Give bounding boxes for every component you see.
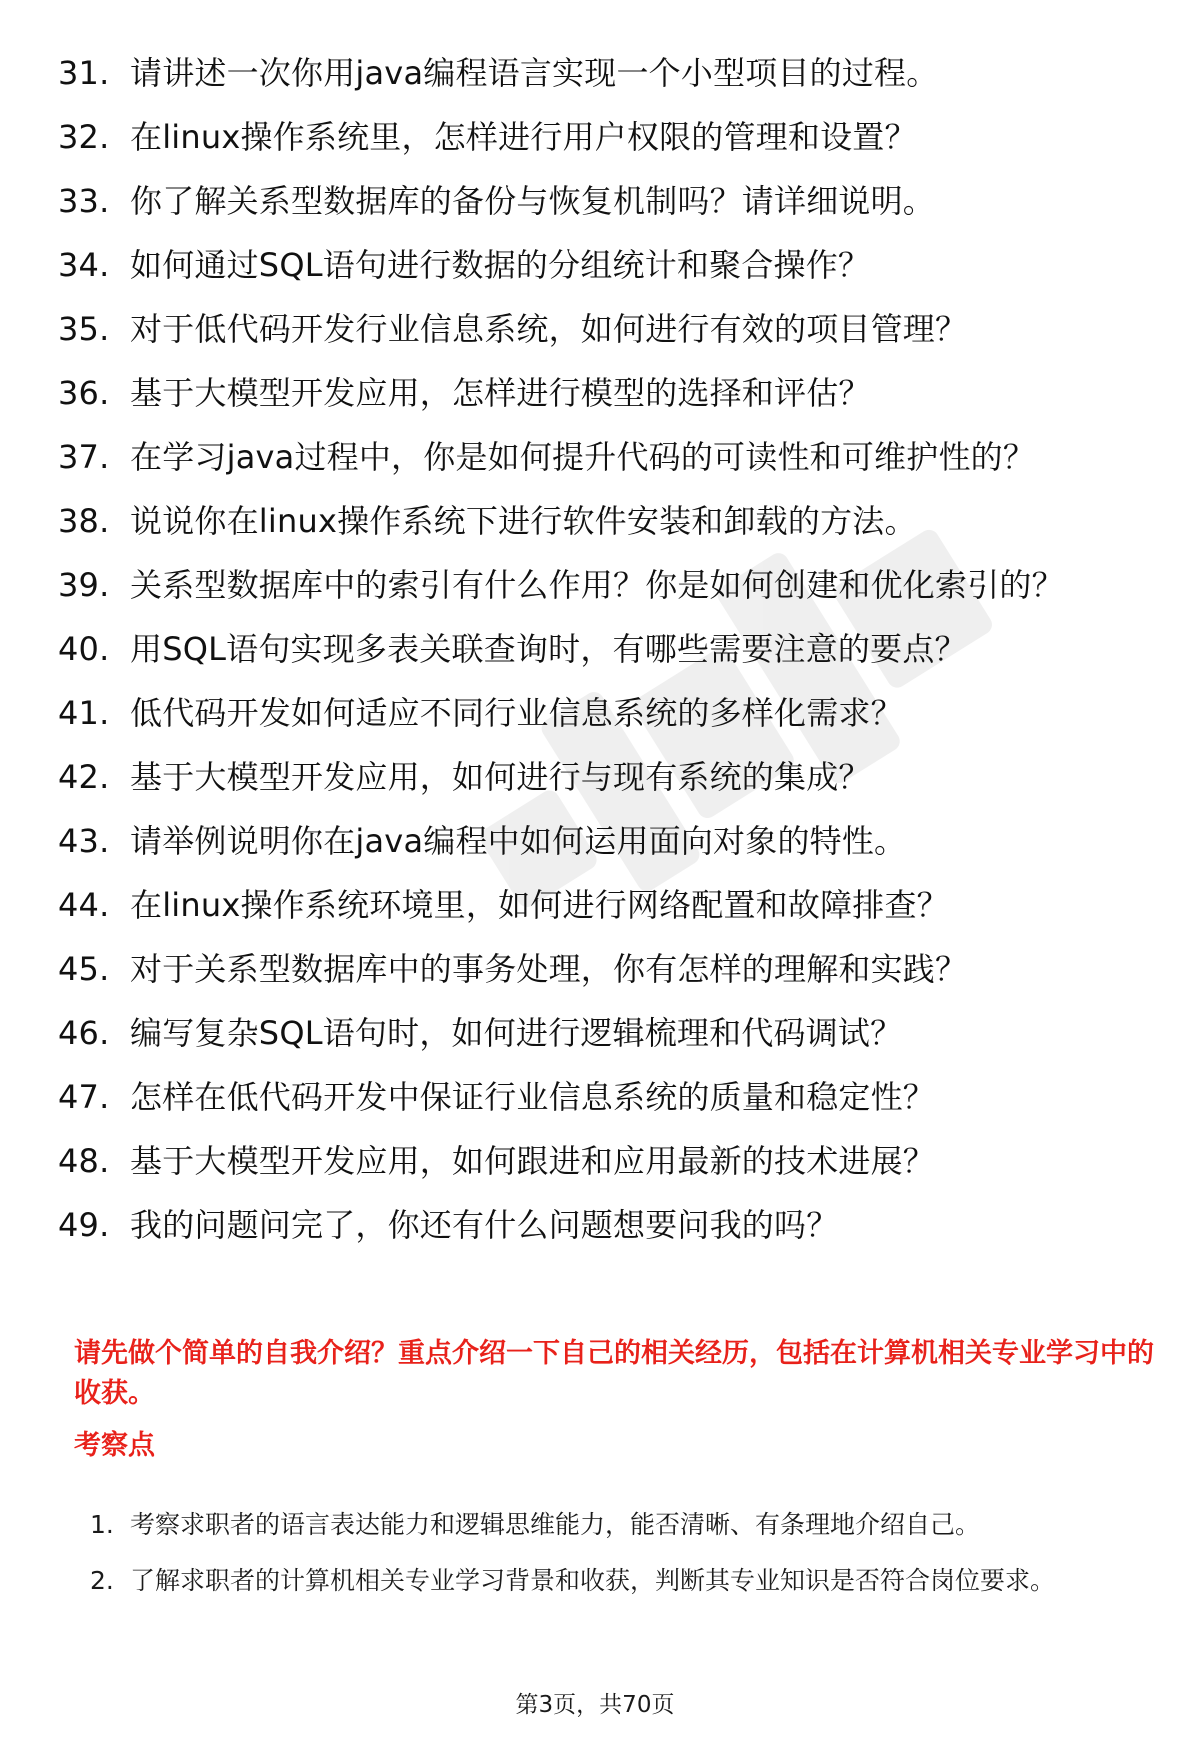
question-item — [58, 500, 1138, 543]
question-item — [58, 756, 1138, 799]
assessment-points-list — [90, 1497, 1150, 1609]
question-text: 基于大模型开发应用，怎样进行模型的选择和评估？ — [130, 374, 871, 412]
question-number: 46. — [58, 1014, 110, 1052]
point-text: 了解求职者的计算机相关专业学习背景和收获，判断其专业知识是否符合岗位要求。 — [130, 1566, 1056, 1595]
question-item — [58, 692, 1138, 735]
question-text: 用SQL语句实现多表关联查询时，有哪些需要注意的要点？ — [130, 630, 967, 668]
assessment-points-heading: 考察点 — [74, 1430, 155, 1461]
question-number: 41. — [58, 694, 110, 732]
question-item — [58, 1140, 1138, 1183]
question-item — [58, 564, 1138, 607]
point-number: 1. — [90, 1510, 114, 1539]
question-text: 请举例说明你在java编程中如何运用面向对象的特性。 — [130, 822, 907, 860]
question-number: 36. — [58, 374, 110, 412]
question-number: 40. — [58, 630, 110, 668]
assessment-point-item — [90, 1497, 1150, 1553]
question-text: 基于大模型开发应用，如何跟进和应用最新的技术进展？ — [130, 1142, 936, 1180]
question-text: 低代码开发如何适应不同行业信息系统的多样化需求？ — [130, 694, 903, 732]
question-number: 43. — [58, 822, 110, 860]
page-number-footer: 第3页，共70页 — [515, 1692, 675, 1718]
assessment-point-item — [90, 1553, 1150, 1609]
question-text: 关系型数据库中的索引有什么作用？你是如何创建和优化索引的？ — [130, 566, 1064, 604]
question-text: 如何通过SQL语句进行数据的分组统计和聚合操作？ — [130, 246, 871, 284]
question-text: 请讲述一次你用java编程语言实现一个小型项目的过程。 — [130, 54, 939, 92]
question-item — [58, 1204, 1138, 1247]
question-text: 我的问题问完了，你还有什么问题想要问我的吗？ — [130, 1206, 839, 1244]
question-item — [58, 116, 1138, 159]
question-item — [58, 244, 1138, 287]
question-number: 37. — [58, 438, 110, 476]
question-item — [58, 180, 1138, 223]
question-item — [58, 436, 1138, 479]
question-number: 34. — [58, 246, 110, 284]
question-item — [58, 1012, 1138, 1055]
question-number: 45. — [58, 950, 110, 988]
question-number: 32. — [58, 118, 110, 156]
question-text: 说说你在linux操作系统下进行软件安装和卸载的方法。 — [130, 502, 917, 540]
question-text: 基于大模型开发应用，如何进行与现有系统的集成？ — [130, 758, 871, 796]
question-text: 你了解关系型数据库的备份与恢复机制吗？请详细说明。 — [130, 182, 936, 220]
question-text: 在学习java过程中，你是如何提升代码的可读性和可维护性的？ — [130, 438, 1036, 476]
question-number: 39. — [58, 566, 110, 604]
question-number: 49. — [58, 1206, 110, 1244]
question-item — [58, 628, 1138, 671]
question-item — [58, 820, 1138, 863]
question-text: 怎样在低代码开发中保证行业信息系统的质量和稳定性？ — [130, 1078, 936, 1116]
question-text: 在linux操作系统里，怎样进行用户权限的管理和设置？ — [130, 118, 917, 156]
question-number: 33. — [58, 182, 110, 220]
question-text: 在linux操作系统环境里，如何进行网络配置和故障排查？ — [130, 886, 949, 924]
question-item — [58, 52, 1138, 95]
question-number: 35. — [58, 310, 110, 348]
question-list — [58, 52, 1138, 1268]
question-number: 38. — [58, 502, 110, 540]
question-text: 对于关系型数据库中的事务处理，你有怎样的理解和实践？ — [130, 950, 968, 988]
point-text: 考察求职者的语言表达能力和逻辑思维能力，能否清晰、有条理地介绍自己。 — [130, 1510, 981, 1539]
section-question-title: 请先做个简单的自我介绍？重点介绍一下自己的相关经历，包括在计算机相关专业学习中的收获。 — [74, 1338, 1154, 1409]
question-text: 对于低代码开发行业信息系统，如何进行有效的项目管理？ — [130, 310, 968, 348]
question-number: 47. — [58, 1078, 110, 1116]
question-number: 48. — [58, 1142, 110, 1180]
question-item — [58, 948, 1138, 991]
question-text: 编写复杂SQL语句时，如何进行逻辑梳理和代码调试？ — [130, 1014, 903, 1052]
question-number: 31. — [58, 54, 110, 92]
question-item — [58, 884, 1138, 927]
question-item — [58, 1076, 1138, 1119]
question-item — [58, 372, 1138, 415]
point-number: 2. — [90, 1566, 114, 1595]
question-number: 42. — [58, 758, 110, 796]
question-number: 44. — [58, 886, 110, 924]
question-item — [58, 308, 1138, 351]
